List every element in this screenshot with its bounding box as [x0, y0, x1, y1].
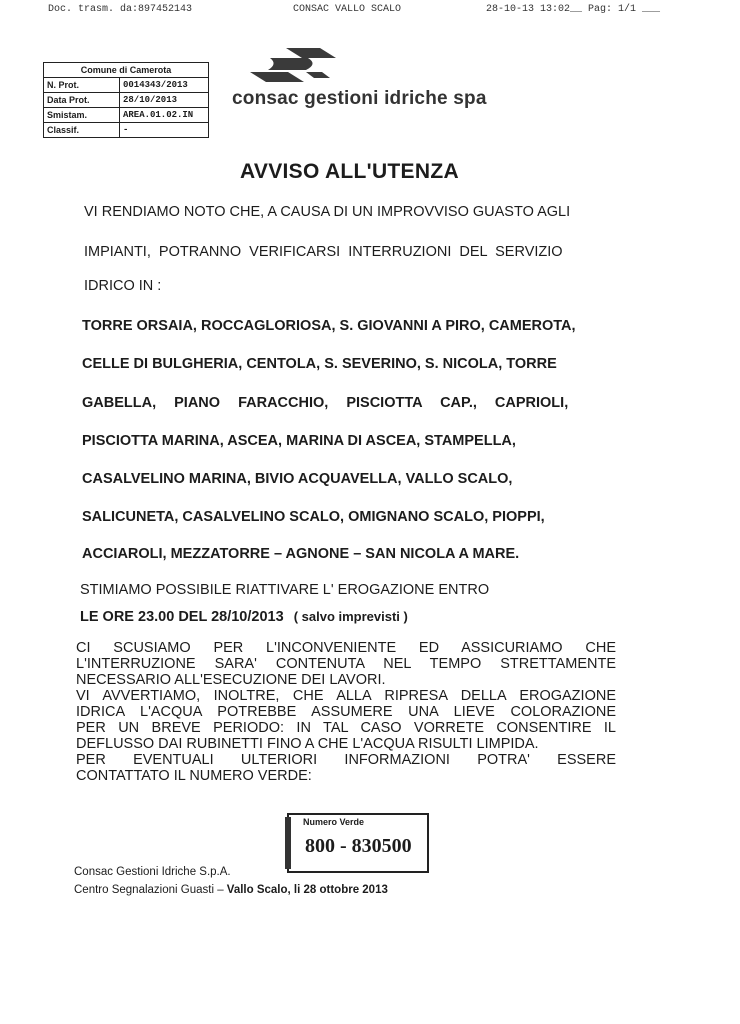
protocol-row: [44, 93, 208, 108]
protocol-label: Classif.: [44, 123, 120, 137]
places-line: TORRE ORSAIA, ROCCAGLORIOSA, S. GIOVANNI A PIRO, CAMEROTA,: [82, 318, 576, 334]
deadline-time: LE ORE 23.00 DEL 28/10/2013: [80, 609, 284, 625]
protocol-stamp: [43, 62, 209, 138]
toll-free-number-box: [287, 813, 429, 873]
protocol-value: 0014343/2013: [123, 80, 188, 90]
protocol-label: N. Prot.: [44, 78, 120, 92]
protocol-title: Comune di Camerota: [44, 63, 208, 78]
body-line: VI AVVERTIAMO, INOLTRE, CHE ALLA RIPRESA DELLA EROGAZIONE: [76, 688, 616, 704]
consac-wave-logo-icon: [248, 46, 338, 88]
places-line: SALICUNETA, CASALVELINO SCALO, OMIGNANO SCALO, PIOPPI,: [82, 509, 545, 525]
protocol-row: [44, 108, 208, 123]
fax-station: CONSAC VALLO SCALO: [293, 4, 402, 15]
protocol-row: [44, 78, 208, 93]
body-line: PER UN BREVE PERIODO: IN TAL CASO VORRETE CONSENTIRE IL: [76, 720, 616, 736]
body-line: DEFLUSSO DAI RUBINETTI FINO A CHE L'ACQUA RISULTI LIMPIDA.: [76, 736, 539, 752]
footer-signature-line: [74, 884, 388, 896]
body-line: CONTATTATO IL NUMERO VERDE:: [76, 768, 312, 784]
intro-line: IMPIANTI, POTRANNO VERIFICARSI INTERRUZIONI DEL SERVIZIO: [84, 244, 563, 260]
company-name: consac gestioni idriche spa: [232, 88, 487, 109]
intro-line: IDRICO IN :: [84, 278, 162, 294]
body-line: L'INTERRUZIONE SARA' CONTENUTA NEL TEMPO STRETTAMENTE: [76, 656, 616, 672]
reactivation-estimate: STIMIAMO POSSIBILE RIATTIVARE L' EROGAZIONE ENTRO: [80, 582, 490, 598]
places-line: CELLE DI BULGHERIA, CENTOLA, S. SEVERINO, S. NICOLA, TORRE: [82, 356, 557, 372]
body-line: PER EVENTUALI ULTERIORI INFORMAZIONI POTRA' ESSERE: [76, 752, 616, 768]
protocol-value: 28/10/2013: [123, 95, 178, 105]
deadline-note: ( salvo imprevisti ): [293, 609, 408, 624]
fax-timestamp-page: 28-10-13 13:02__ Pag: 1/1 ___: [486, 4, 661, 15]
places-line: GABELLA, PIANO FARACCHIO, PISCIOTTA CAP., CAPRIOLI,: [82, 395, 569, 411]
verde-box-accent: [285, 817, 291, 869]
footer-place-date: Vallo Scalo, li 28 ottobre 2013: [226, 884, 388, 896]
toll-free-number: 800 - 830500: [305, 835, 412, 857]
body-line: IDRICA L'ACQUA POTREBBE ASSUMERE UNA LIEVE COLORAZIONE: [76, 704, 616, 720]
places-line: ACCIAROLI, MEZZATORRE – AGNONE – SAN NICOLA A MARE.: [82, 546, 520, 562]
deadline-line: [80, 609, 408, 625]
notice-title: AVVISO ALL'UTENZA: [240, 160, 459, 183]
footer-company: Consac Gestioni Idriche S.p.A.: [74, 866, 231, 878]
protocol-row: [44, 123, 208, 137]
footer-center: Centro Segnalazioni Guasti –: [74, 884, 224, 896]
protocol-value: -: [123, 125, 129, 135]
places-line: PISCIOTTA MARINA, ASCEA, MARINA DI ASCEA, STAMPELLA,: [82, 433, 516, 449]
company-logo: [232, 46, 492, 116]
toll-free-label: Numero Verde: [303, 817, 365, 827]
fax-sender: Doc. trasm. da:897452143: [48, 4, 193, 15]
intro-line: VI RENDIAMO NOTO CHE, A CAUSA DI UN IMPROVVISO GUASTO AGLI: [84, 204, 571, 220]
body-line: NECESSARIO ALL'ESECUZIONE DEI LAVORI.: [76, 672, 386, 688]
protocol-value: AREA.01.02.IN: [123, 110, 194, 120]
protocol-label: Smistam.: [44, 108, 120, 122]
fax-header: [0, 2, 740, 18]
body-line: CI SCUSIAMO PER L'INCONVENIENTE ED ASSICURIAMO CHE: [76, 640, 616, 656]
notice-body: [76, 640, 616, 784]
places-line: CASALVELINO MARINA, BIVIO ACQUAVELLA, VALLO SCALO,: [82, 471, 513, 487]
protocol-label: Data Prot.: [44, 93, 120, 107]
